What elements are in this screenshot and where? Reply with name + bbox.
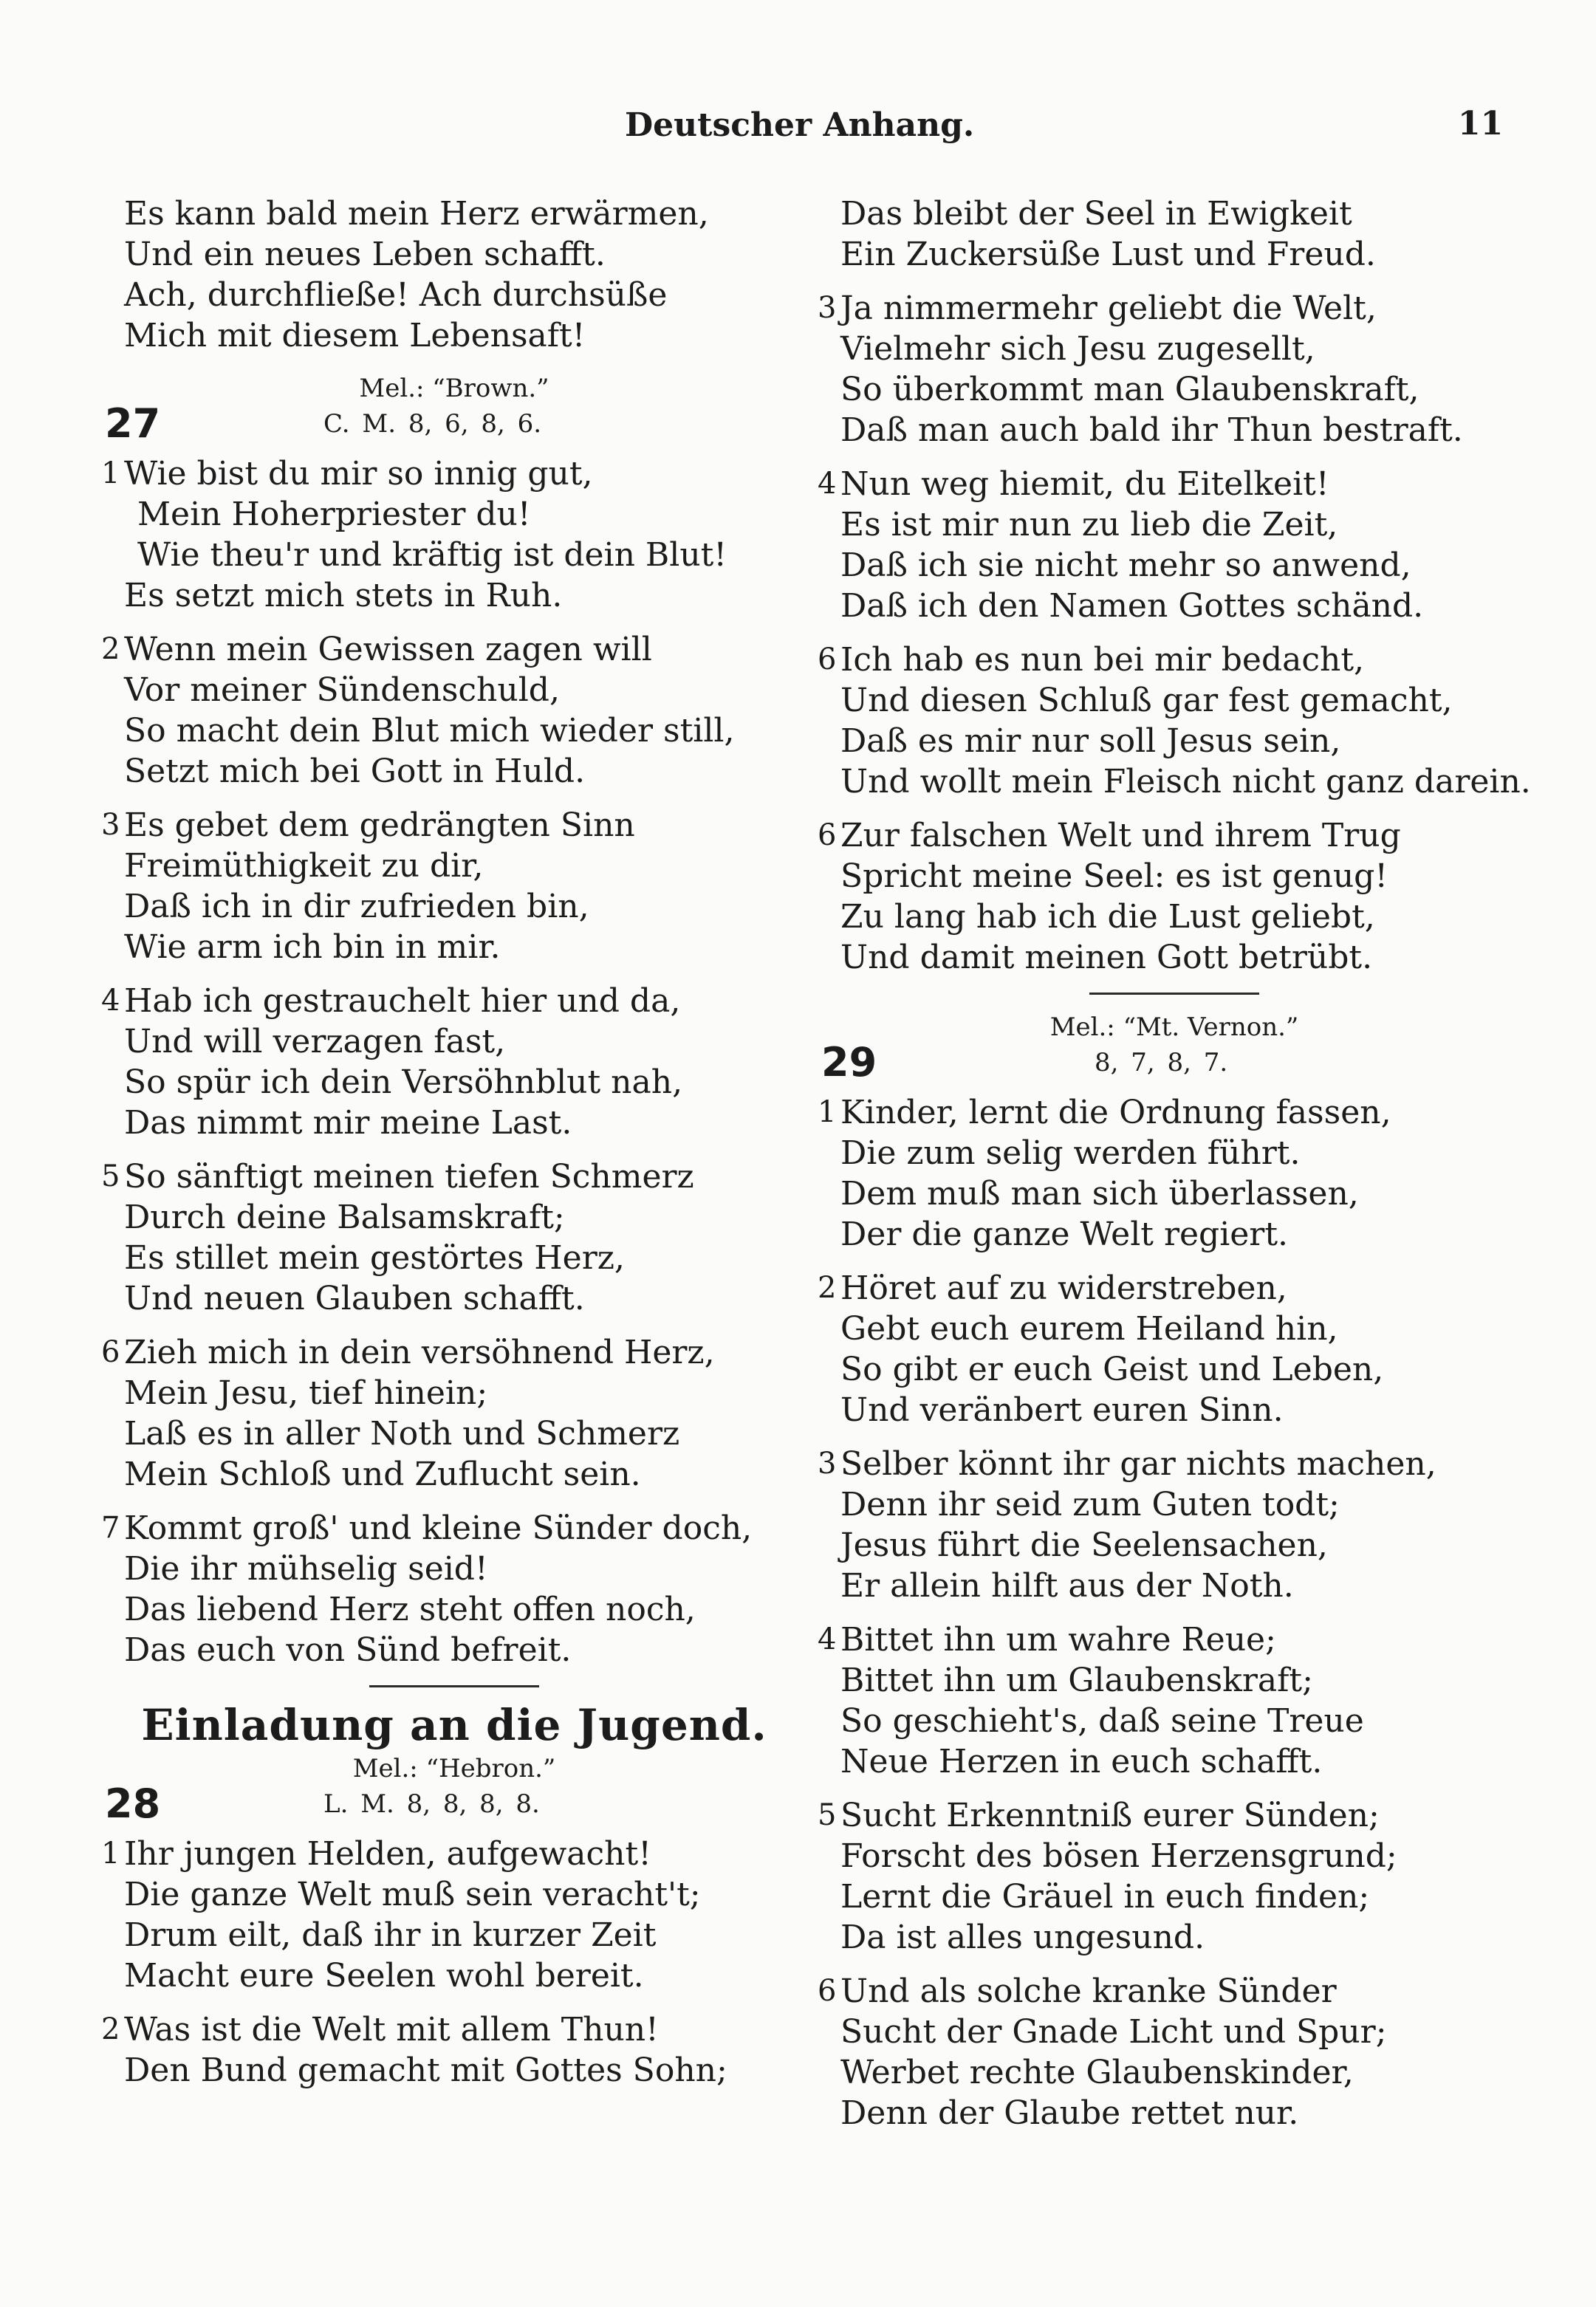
verse-line: Wie theu'r und kräftig ist dein Blut!	[137, 536, 727, 574]
stanza-number: 2	[101, 632, 120, 666]
verse-line: Mich mit diesem Lebensaft!	[124, 317, 586, 354]
hymn-number: 27	[105, 400, 161, 447]
verse-line: Mein Jesu, tief hinein;	[124, 1374, 488, 1412]
stanza	[820, 464, 1529, 626]
left-column	[103, 193, 805, 2104]
stanza-number: 1	[101, 1837, 120, 1871]
hymn-meter: L. M. 8, 8, 8, 8.	[323, 1789, 540, 1819]
verse-line: Macht eure Seelen wohl bereit.	[124, 1957, 644, 1995]
verse-line: Vielmehr sich Jesu zugesellt,	[840, 330, 1315, 368]
verse-line: Zur falschen Welt und ihrem Trug	[840, 817, 1401, 854]
verse-line: Kommt groß' und kleine Sünder doch,	[124, 1509, 753, 1547]
stanza-number: 6	[101, 1335, 120, 1369]
hymn-heading	[820, 1039, 1529, 1086]
verse-line: So macht dein Blut mich wieder still,	[124, 712, 735, 750]
stanza-number: 1	[101, 456, 120, 490]
verse-line: Wie arm ich bin in mir.	[124, 928, 501, 966]
verse-line: Selber könnt ihr gar nichts machen,	[840, 1445, 1436, 1483]
verse-line: Ein Zuckersüße Lust und Freud.	[840, 236, 1376, 273]
hymn-meter: 8, 7, 8, 7.	[1095, 1048, 1228, 1077]
verse-line: Sucht Erkenntniß eurer Sünden;	[840, 1797, 1380, 1834]
stanza	[103, 1156, 805, 1319]
verse-line: Die ganze Welt muß sein veracht't;	[124, 1876, 701, 1913]
verse-line: Jesus führt die Seelensachen,	[840, 1526, 1328, 1564]
verse-line: Es stillet mein gestörtes Herz,	[124, 1239, 625, 1277]
stanza	[103, 2009, 805, 2091]
section-title: Einladung an die Jugend.	[141, 1700, 767, 1750]
verse-line: Das bleibt der Seel in Ewigkeit	[840, 195, 1352, 233]
verse-line: Bittet ihn um Glaubenskraft;	[840, 1662, 1313, 1699]
verse-line: Da ist alles ungesund.	[840, 1919, 1205, 1956]
verse-line: Und neuen Glauben schafft.	[124, 1280, 585, 1317]
verse-line: Sucht der Gnade Licht und Spur;	[840, 2013, 1387, 2051]
verse-line: Werbet rechte Glaubenskinder,	[840, 2054, 1354, 2091]
stanza-number: 6	[818, 642, 837, 676]
hymn-heading	[103, 1780, 805, 1828]
verse-line: Ich hab es nun bei mir bedacht,	[840, 641, 1365, 679]
stanza	[820, 1444, 1529, 1606]
verse-line: Der die ganze Welt regiert.	[840, 1216, 1289, 1253]
verse-line: Und wollt mein Fleisch nicht ganz darein.	[840, 763, 1531, 801]
stanza	[820, 1619, 1529, 1782]
verse-line: So gibt er euch Geist und Leben,	[840, 1351, 1384, 1388]
verse-line: Daß man auch bald ihr Thun bestraft.	[840, 411, 1463, 449]
melody-label: Mel.: “Brown.”	[359, 374, 549, 403]
verse-line: Durch deine Balsamskraft;	[124, 1199, 565, 1236]
verse-line: Bittet ihn um wahre Reue;	[840, 1621, 1276, 1659]
stanza	[103, 1834, 805, 1996]
stanza-number: 6	[818, 818, 837, 852]
verse-line: Denn ihr seid zum Guten todt;	[840, 1486, 1340, 1523]
hymn-meter: C. M. 8, 6, 8, 6.	[323, 409, 542, 439]
stanza-number: 3	[818, 291, 837, 325]
stanza	[103, 1508, 805, 1670]
verse-line: Er allein hilft aus der Noth.	[840, 1567, 1294, 1605]
stanza-number: 7	[101, 1511, 120, 1545]
stanza	[820, 640, 1529, 802]
verse-line: Daß ich sie nicht mehr so anwend,	[840, 546, 1411, 584]
hymn-heading	[103, 400, 805, 448]
verse-line: Drum eilt, daß ihr in kurzer Zeit	[124, 1916, 657, 1954]
verse-line: Nun weg hiemit, du Eitelkeit!	[840, 465, 1329, 503]
stanza	[820, 1268, 1529, 1430]
right-column	[820, 193, 1529, 2147]
verse-line: Dem muß man sich überlassen,	[840, 1175, 1359, 1213]
verse-line: Daß ich in dir zufrieden bin,	[124, 888, 589, 925]
verse-line: Ja nimmermehr geliebt die Welt,	[840, 289, 1377, 327]
verse-line: So spür ich dein Versöhnblut nah,	[124, 1063, 683, 1101]
stanza-number: 4	[101, 984, 120, 1018]
verse-line: Das nimmt mir meine Last.	[124, 1104, 572, 1142]
verse-line: Den Bund gemacht mit Gottes Sohn;	[124, 2051, 727, 2089]
verse-line: Es kann bald mein Herz erwärmen,	[124, 195, 709, 233]
stanza	[103, 981, 805, 1143]
running-header: Deutscher Anhang.	[625, 106, 975, 144]
verse-line: Ihr jungen Helden, aufgewacht!	[124, 1835, 651, 1873]
stanza	[103, 453, 805, 616]
section-divider	[369, 1685, 539, 1687]
stanza-number: 2	[818, 1271, 837, 1305]
melody-label: Mel.: “Hebron.”	[352, 1754, 556, 1783]
verse-line: Spricht meine Seel: es ist genug!	[840, 857, 1388, 895]
verse-line: So geschieht's, daß seine Treue	[840, 1702, 1364, 1740]
verse-line: Das euch von Sünd befreit.	[124, 1631, 572, 1669]
verse-line: Forscht des bösen Herzensgrund;	[840, 1837, 1397, 1875]
stanza	[103, 193, 805, 356]
stanza	[820, 815, 1529, 978]
stanza-number: 3	[818, 1447, 837, 1481]
verse-line: Wenn mein Gewissen zagen will	[124, 631, 652, 668]
verse-line: Höret auf zu widerstreben,	[840, 1269, 1287, 1307]
verse-line: Zieh mich in dein versöhnend Herz,	[124, 1334, 715, 1371]
stanza	[820, 1795, 1529, 1958]
verse-line: Wie bist du mir so innig gut,	[124, 455, 593, 493]
verse-line: Mein Schloß und Zuflucht sein.	[124, 1456, 641, 1493]
section-divider	[1089, 993, 1259, 995]
verse-line: Freimüthigkeit zu dir,	[124, 847, 484, 885]
verse-line: Und als solche kranke Sünder	[840, 1972, 1337, 2010]
verse-line: Es gebet dem gedrängten Sinn	[124, 806, 635, 844]
stanza	[820, 288, 1529, 450]
stanza-number: 6	[818, 1974, 837, 2008]
stanza-number: 3	[101, 808, 120, 842]
stanza	[103, 629, 805, 792]
stanza-number: 5	[818, 1798, 837, 1832]
verse-line: Mein Hoherpriester du!	[137, 496, 531, 533]
stanza	[103, 805, 805, 967]
verse-line: Denn der Glaube rettet nur.	[840, 2094, 1299, 2132]
verse-line: Setzt mich bei Gott in Huld.	[124, 753, 586, 790]
hymn-number: 29	[821, 1039, 877, 1086]
verse-line: So sänftigt meinen tiefen Schmerz	[124, 1158, 694, 1196]
verse-line: Lernt die Gräuel in euch finden;	[840, 1878, 1370, 1916]
stanza-number: 1	[818, 1095, 837, 1129]
verse-line: Hab ich gestrauchelt hier und da,	[124, 982, 681, 1020]
page-number: 11	[1458, 105, 1504, 143]
verse-line: Was ist die Welt mit allem Thun!	[124, 2011, 659, 2049]
verse-line: So überkommt man Glaubenskraft,	[840, 371, 1419, 408]
verse-line: Die zum selig werden führt.	[840, 1134, 1301, 1172]
verse-line: Neue Herzen in euch schafft.	[840, 1743, 1323, 1780]
stanza-number: 5	[101, 1159, 120, 1193]
verse-line: Und will verzagen fast,	[124, 1023, 506, 1060]
verse-line: Ach, durchfließe! Ach durchsüße	[124, 276, 668, 314]
verse-line: Zu lang hab ich die Lust geliebt,	[840, 898, 1375, 936]
stanza	[103, 1332, 805, 1495]
verse-line: Und veränbert euren Sinn.	[840, 1391, 1284, 1429]
stanza-number: 2	[101, 2012, 120, 2046]
stanza-number: 4	[818, 467, 837, 501]
verse-line: Daß ich den Namen Gottes schänd.	[840, 587, 1424, 625]
verse-line: Und damit meinen Gott betrübt.	[840, 939, 1373, 976]
stanza	[820, 1092, 1529, 1255]
verse-line: Und diesen Schluß gar fest gemacht,	[840, 682, 1453, 719]
verse-line: Gebt euch eurem Heiland hin,	[840, 1310, 1338, 1348]
hymn-number: 28	[105, 1780, 161, 1827]
verse-line: Daß es mir nur soll Jesus sein,	[840, 722, 1341, 760]
stanza-number: 4	[818, 1622, 837, 1656]
verse-line: Vor meiner Sündenschuld,	[124, 671, 560, 709]
stanza	[820, 193, 1529, 275]
verse-line: Es ist mir nun zu lieb die Zeit,	[840, 506, 1338, 544]
verse-line: Und ein neues Leben schafft.	[124, 236, 606, 273]
verse-line: Die ihr mühselig seid!	[124, 1550, 488, 1588]
verse-line: Es setzt mich stets in Ruh.	[124, 577, 563, 614]
verse-line: Das liebend Herz steht offen noch,	[124, 1591, 696, 1628]
verse-line: Kinder, lernt die Ordnung fassen,	[840, 1094, 1391, 1131]
verse-line: Laß es in aller Noth und Schmerz	[124, 1415, 680, 1453]
stanza	[820, 1971, 1529, 2133]
melody-label: Mel.: “Mt. Vernon.”	[1049, 1012, 1299, 1042]
